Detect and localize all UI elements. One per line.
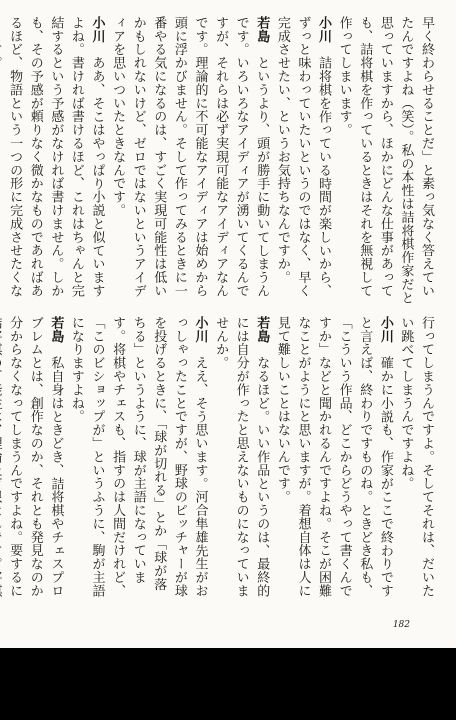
speaker-name: 若島 (254, 316, 270, 343)
speaker-name: 若島 (48, 316, 64, 343)
paragraph-text: 確かに小説も、作家がここで終わりですと言えば、終わりですものね。ときどき私も、「こういう作品、どこからどうやって書くんですか」などと聞かれるんですよね。そこが困難なことがようにと思いますが。着想自体は人に見て難しいことはないんです。 (274, 316, 393, 598)
paragraph (209, 316, 271, 604)
speaker-name: 小川 (192, 316, 208, 343)
paragraph (271, 316, 395, 604)
paragraph-text: 行ってしまうんですよ。そしてそれは、だいたい跳べてしまうんですよね。 (398, 316, 434, 598)
paragraph (333, 16, 436, 306)
lower-text-block (7, 316, 436, 604)
paragraph-text: なるほど。いい作品というのは、最終的には自分が作ったと思えないものになっていませんか。 (213, 316, 270, 598)
paragraph-text: ああ、そこはやっぱり小説と似ていますよね。書ければ書けるほど、これはちゃんと完結するという予感がなければ書けません。しかも、その予感が頼りなく微かなものであればあるほど、物語という一つの形に完成させたくな (7, 16, 105, 298)
paragraph-text: というより、頭が勝手に動いてしまうんです。いろいろなアイディアが湧いてくるんですが、それらは必ず実現可能なアイディアなんです。理論的に不可能なアイディアは始めから頭に浮かびません。そして作ってみるときに一番やる気になるのは、すごく実現可能性は低いかもしれないけど、ゼロではないというアイディアを思いついたときなんです。 (110, 16, 270, 298)
page-number: 182 (392, 620, 410, 630)
upper-text-block (7, 16, 436, 306)
paragraph-text: 早く終わらせることだ」と素っ気なく答えていたんですよね（笑）。私の本性は詰将棋作家だと思っていますから、ほかにどんな仕事があっても、詰将棋を作っているときはそれを無視して作ってしまいます。 (336, 16, 434, 305)
paragraph-text: 私自身はときどき、詰将棋やチェスプロブレムとは、創作なのか、それとも発見なのか分からなくなってしまうんですよね。要するに (7, 316, 64, 598)
speaker-name: 小川 (377, 316, 393, 343)
speaker-name: 小川 (316, 16, 332, 43)
paragraph (271, 16, 333, 306)
paragraph-text: ええ、そう思います。河合隼雄先生がおっしゃったことですが、野球のピッチャーが球を投げるときに、「球が切れる」とか「球が落ちる」というように、球が主語になっています。将棋やチェスも、指すのは人間だけれど、「このビショップが」というふうに、駒が主語になりますよね。 (68, 316, 208, 598)
paragraph (107, 16, 272, 306)
paragraph (0, 316, 65, 604)
paragraph (395, 316, 436, 604)
paragraph-text: 詰将棋を作っている時間が楽しいから、ずっと味わっていたいというのではなく、早く完成させたい、というお気持ちなんですか。 (274, 16, 332, 298)
speaker-name: 若島 (254, 16, 270, 43)
paragraph (0, 16, 107, 306)
paragraph (65, 316, 209, 604)
speaker-name: 小川 (89, 16, 105, 43)
